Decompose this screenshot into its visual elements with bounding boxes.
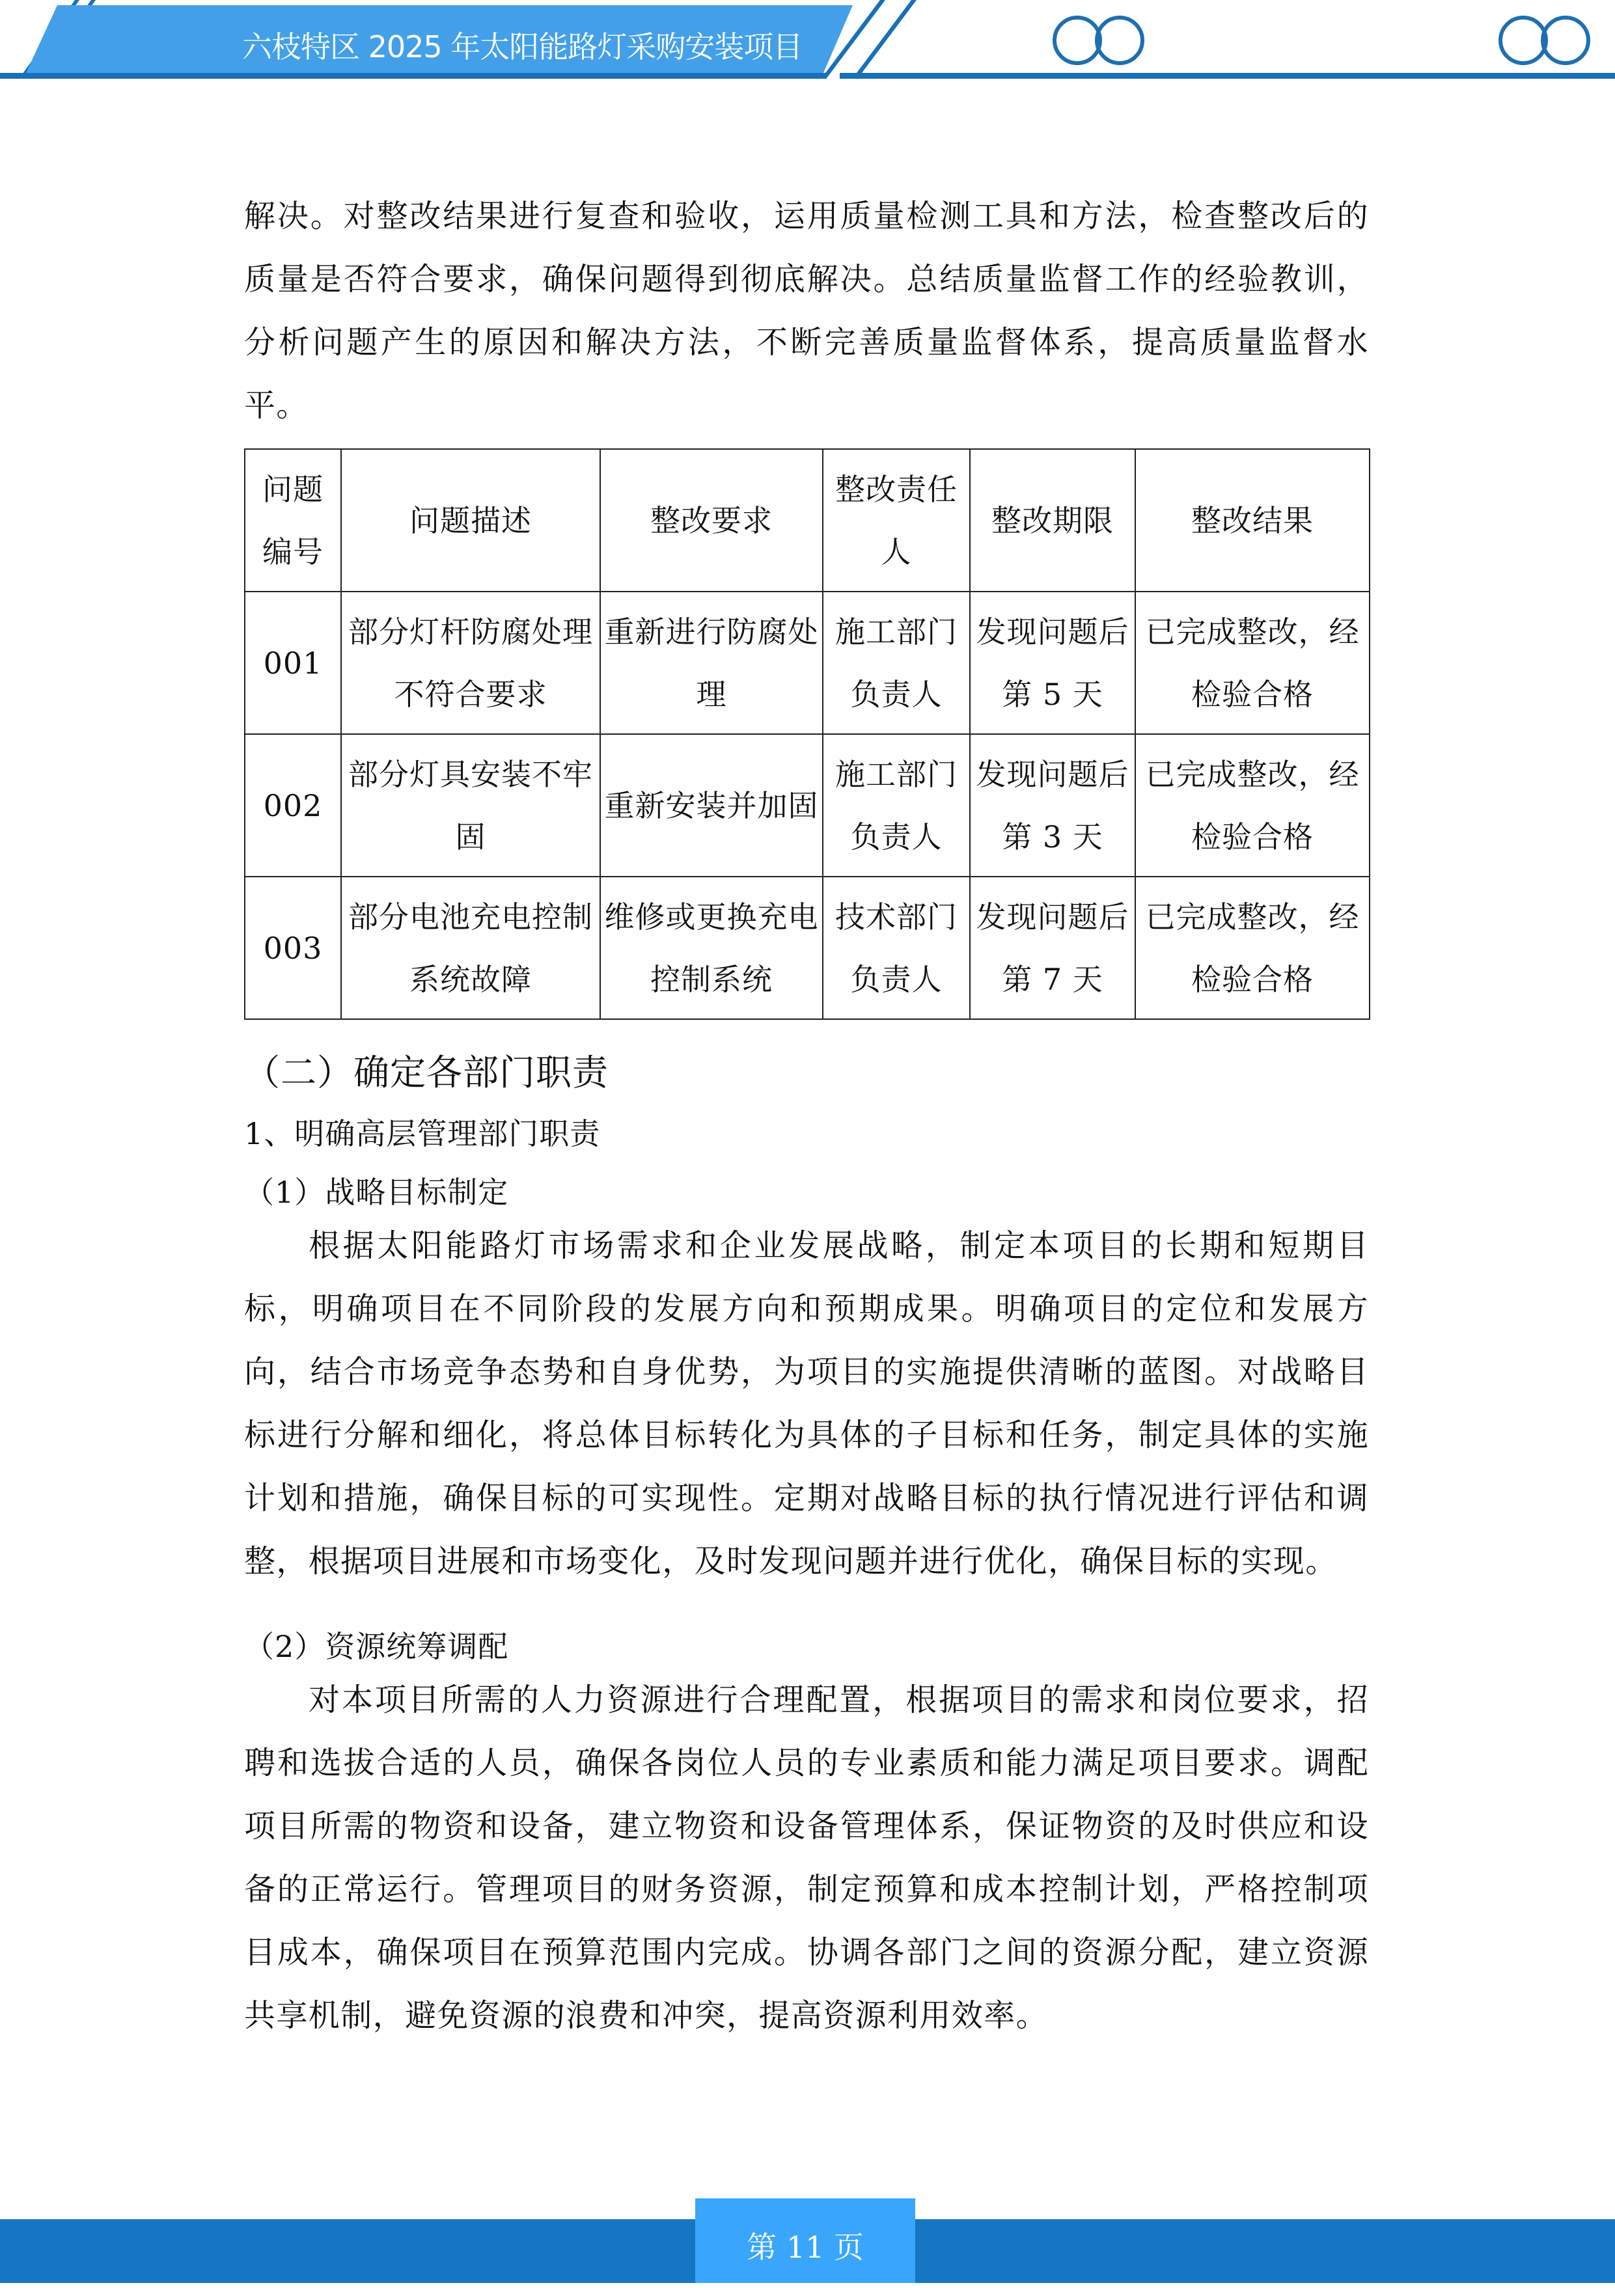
page-number: 第 11 页: [695, 2198, 915, 2283]
table-cell: 002: [245, 734, 341, 877]
item1-body: 根据太阳能路灯市场需求和企业发展战略，制定本项目的长期和短期目标，明确项目在不同阶段的发展方向和预期成果。明确项目的定位和发展方向，结合市场竞争态势和自身优势，为项目的实施提供清晰的蓝图。对战略目标进行分解和细化，将总体目标转化为具体的子目标和任务，制定具体的实施计划和措施，确保目标的可实现性。定期对战略目标的执行情况进行评估和调整，根据项目进展和市场变化，及时发现问题并进行优化，确保目标的实现。: [244, 1227, 1369, 1579]
table-header: 整改期限: [970, 449, 1135, 592]
table-cell: 已完成整改，经检验合格: [1135, 592, 1370, 734]
item-heading: （1）战略目标制定: [244, 1175, 509, 1210]
table-cell: 已完成整改，经检验合格: [1135, 877, 1370, 1019]
intro-paragraph: 解决。对整改结果进行复查和验收，运用质量检测工具和方法，检查整改后的质量是否符合要求，确保问题得到彻底解决。总结质量监督工作的经验教训，分析问题产生的原因和解决方法，不断完善质量监督体系，提高质量监督水平。: [244, 198, 1369, 424]
table-cell: 已完成整改，经检验合格: [1135, 734, 1370, 877]
section-heading: （二）确定各部门职责: [244, 1052, 609, 1093]
rectification-table: [244, 448, 1370, 1020]
table-cell: 重新安装并加固: [600, 734, 823, 877]
table-cell: 部分电池充电控制系统故障: [341, 877, 600, 1019]
subsection-heading: 1、明确高层管理部门职责: [244, 1116, 601, 1151]
table-row: [245, 592, 1370, 734]
table-cell: 发现问题后第 5 天: [970, 592, 1135, 734]
table-cell: 技术部门负责人: [823, 877, 970, 1019]
table-header-row: [245, 449, 1370, 592]
table-cell: 维修或更换充电控制系统: [600, 877, 823, 1019]
table-header: 整改要求: [600, 449, 823, 592]
rings-logo-icon: [1055, 18, 1588, 63]
table-row: [245, 734, 1370, 877]
table-cell: 发现问题后第 7 天: [970, 877, 1135, 1019]
table-header: 整改责任人: [823, 449, 970, 592]
table-cell: 003: [245, 877, 341, 1019]
table-cell: 施工部门负责人: [823, 592, 970, 734]
table-header: 整改结果: [1135, 449, 1370, 592]
table-cell: 部分灯具安装不牢固: [341, 734, 600, 877]
item2-paragraph: [244, 1669, 1369, 2047]
table-header: 问题描述: [341, 449, 600, 592]
header-title: 六枝特区 2025 年太阳能路灯采购安装项目: [242, 29, 803, 64]
table-row: [245, 877, 1370, 1019]
table-header: 问题编号: [245, 449, 341, 592]
page-header: [0, 0, 1615, 81]
item1-paragraph: [244, 1214, 1369, 1593]
item2-body: 对本项目所需的人力资源进行合理配置，根据项目的需求和岗位要求，招聘和选拔合适的人员，确保各岗位人员的专业素质和能力满足项目要求。调配项目所需的物资和设备，建立物资和设备管理体系，保证物资的及时供应和设备的正常运行。管理项目的财务资源，制定预算和成本控制计划，严格控制项目成本，确保项目在预算范围内完成。协调各部门之间的资源分配，建立资源共享机制，避免资源的浪费和冲突，提高资源利用效率。: [244, 1682, 1369, 2034]
table-cell: 部分灯杆防腐处理不符合要求: [341, 592, 600, 734]
table-cell: 发现问题后第 3 天: [970, 734, 1135, 877]
table-cell: 重新进行防腐处理: [600, 592, 823, 734]
item-heading: （2）资源统筹调配: [244, 1629, 509, 1664]
table-cell: 施工部门负责人: [823, 734, 970, 877]
table-cell: 001: [245, 592, 341, 734]
